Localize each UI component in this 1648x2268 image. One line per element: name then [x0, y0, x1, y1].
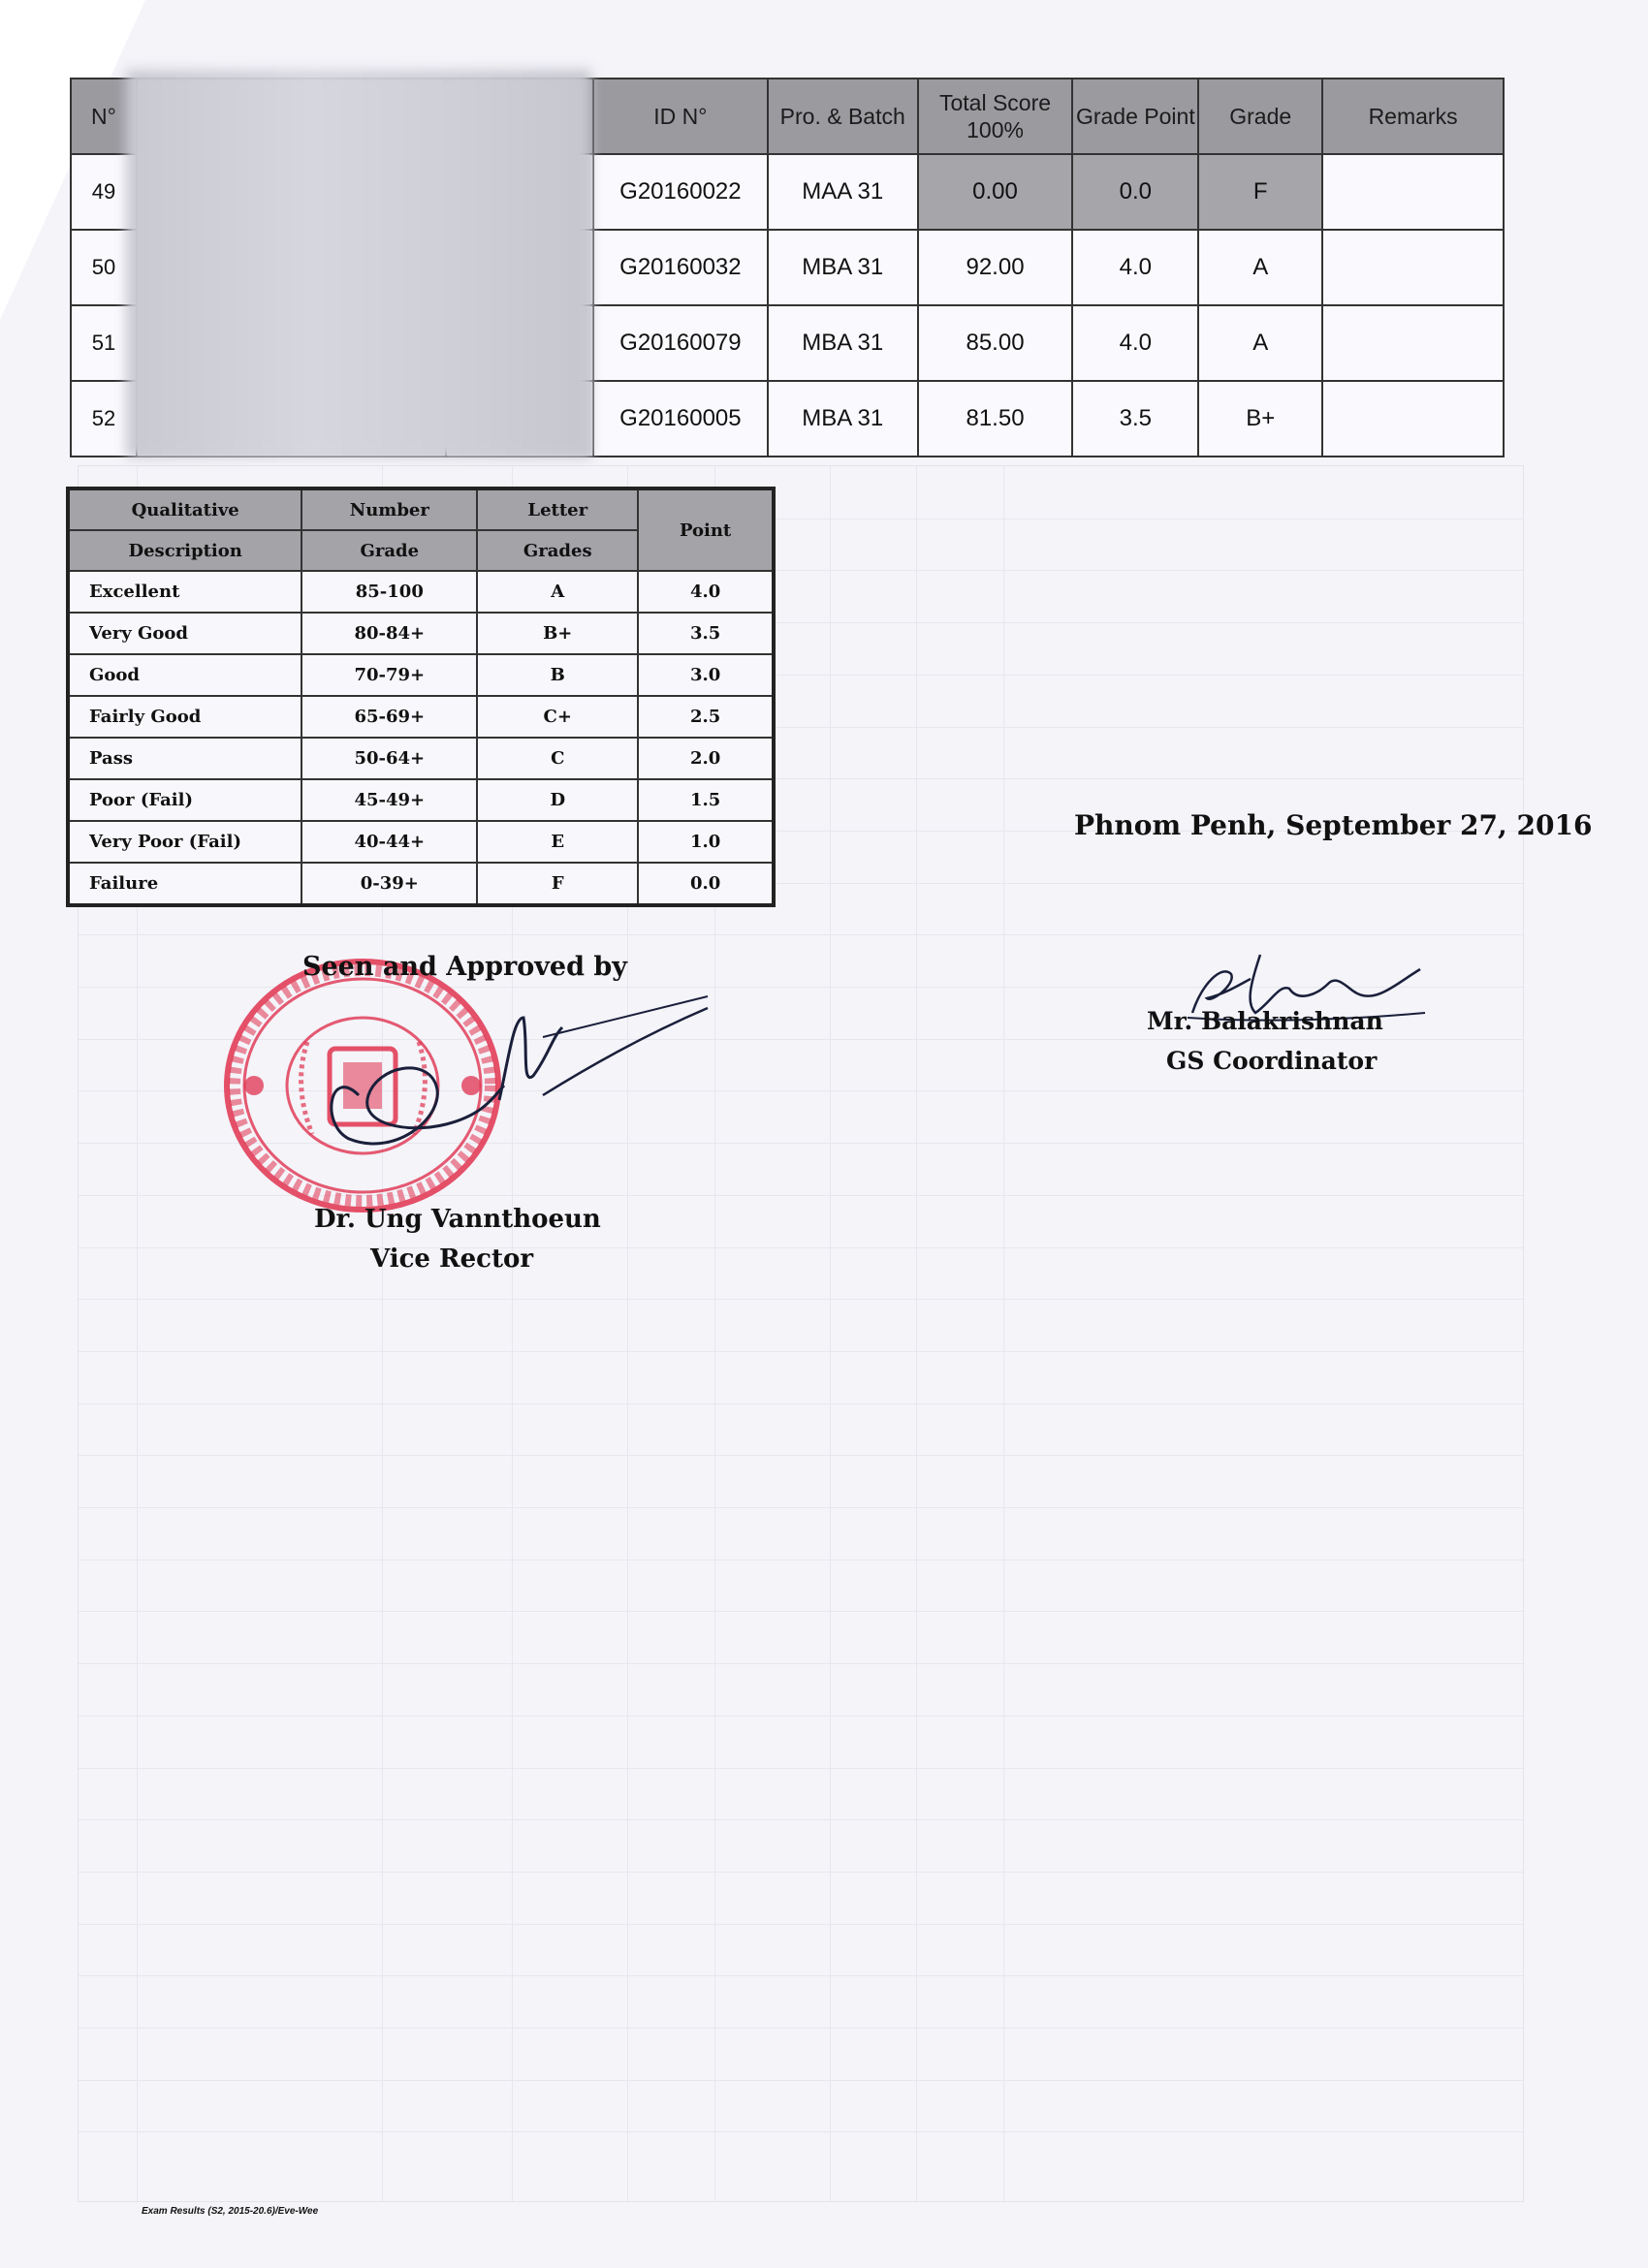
row-number: 49 — [71, 154, 137, 230]
remarks — [1322, 154, 1504, 230]
remarks — [1322, 381, 1504, 457]
student-id: G20160005 — [593, 381, 768, 457]
grade-point: 3.5 — [1072, 381, 1198, 457]
scale-header-point: Point — [638, 488, 774, 571]
vice-rector-title: Vice Rector — [370, 1244, 534, 1274]
scale-point: 1.5 — [638, 779, 774, 821]
row-number: 51 — [71, 305, 137, 381]
total-score: 85.00 — [918, 305, 1073, 381]
col-header-remarks: Remarks — [1322, 79, 1504, 154]
scale-range: 45-49+ — [301, 779, 477, 821]
scale-range: 50-64+ — [301, 738, 477, 779]
scale-header-letter: Letter — [477, 488, 638, 530]
vice-rector-name: Dr. Ung Vannthoeun — [314, 1205, 601, 1234]
scale-point: 0.0 — [638, 863, 774, 905]
remarks — [1322, 305, 1504, 381]
student-id: G20160032 — [593, 230, 768, 305]
scale-row — [68, 738, 774, 779]
scale-letter: F — [477, 863, 638, 905]
scale-row — [68, 779, 774, 821]
total-score: 0.00 — [918, 154, 1073, 230]
scale-range: 0-39+ — [301, 863, 477, 905]
place-and-date: Phnom Penh, September 27, 2016 — [1074, 809, 1593, 841]
scale-description: Pass — [68, 738, 301, 779]
program-batch: MAA 31 — [768, 154, 918, 230]
scale-header-qualitative: Qualitative — [68, 488, 301, 530]
scale-description: Very Poor (Fail) — [68, 821, 301, 863]
scale-letter: C — [477, 738, 638, 779]
scale-row — [68, 613, 774, 654]
scale-letter: A — [477, 571, 638, 613]
program-batch: MBA 31 — [768, 230, 918, 305]
letter-grade: A — [1198, 230, 1322, 305]
scale-letter: B+ — [477, 613, 638, 654]
grade-point: 0.0 — [1072, 154, 1198, 230]
scale-range: 85-100 — [301, 571, 477, 613]
grading-scale-table — [66, 487, 776, 907]
student-id: G20160079 — [593, 305, 768, 381]
scale-description: Poor (Fail) — [68, 779, 301, 821]
scale-description: Very Good — [68, 613, 301, 654]
scale-description: Excellent — [68, 571, 301, 613]
coordinator-title: GS Coordinator — [1166, 1047, 1378, 1075]
col-header-batch: Pro. & Batch — [768, 79, 918, 154]
scale-point: 3.0 — [638, 654, 774, 696]
col-header-grade-point: Grade Point — [1072, 79, 1198, 154]
scale-row — [68, 654, 774, 696]
scale-letter: C+ — [477, 696, 638, 738]
scale-range: 40-44+ — [301, 821, 477, 863]
scale-range: 80-84+ — [301, 613, 477, 654]
row-number: 50 — [71, 230, 137, 305]
scale-header-number: Number — [301, 488, 477, 530]
student-id: G20160022 — [593, 154, 768, 230]
scale-description: Good — [68, 654, 301, 696]
scale-point: 4.0 — [638, 571, 774, 613]
scale-header-grades: Grades — [477, 530, 638, 571]
grade-point: 4.0 — [1072, 305, 1198, 381]
scale-letter: E — [477, 821, 638, 863]
scale-description: Failure — [68, 863, 301, 905]
scale-row — [68, 863, 774, 905]
scale-range: 65-69+ — [301, 696, 477, 738]
grade-point: 4.0 — [1072, 230, 1198, 305]
letter-grade: A — [1198, 305, 1322, 381]
scale-letter: D — [477, 779, 638, 821]
scale-description: Fairly Good — [68, 696, 301, 738]
remarks — [1322, 230, 1504, 305]
total-score: 81.50 — [918, 381, 1073, 457]
col-header-id: ID N° — [593, 79, 768, 154]
letter-grade: B+ — [1198, 381, 1322, 457]
vice-rector-signature — [291, 979, 717, 1173]
scale-point: 3.5 — [638, 613, 774, 654]
program-batch: MBA 31 — [768, 381, 918, 457]
total-score: 92.00 — [918, 230, 1073, 305]
footer-reference: Exam Results (S2, 2015-20.6)/Eve-Wee — [142, 2206, 319, 2217]
coordinator-name: Mr. Balakrishnan — [1147, 1007, 1383, 1035]
scale-range: 70-79+ — [301, 654, 477, 696]
col-header-grade: Grade — [1198, 79, 1322, 154]
scale-header-row-top — [68, 488, 774, 530]
scale-row — [68, 821, 774, 863]
col-header-total-score: Total Score 100% — [918, 79, 1073, 154]
approval-heading: Seen and Approved by — [302, 952, 627, 982]
row-number: 52 — [71, 381, 137, 457]
col-header-no: N° — [71, 79, 137, 154]
scale-point: 2.0 — [638, 738, 774, 779]
scale-header-grade: Grade — [301, 530, 477, 571]
scale-row — [68, 571, 774, 613]
scale-header-description: Description — [68, 530, 301, 571]
scale-point: 1.0 — [638, 821, 774, 863]
program-batch: MBA 31 — [768, 305, 918, 381]
scale-letter: B — [477, 654, 638, 696]
letter-grade: F — [1198, 154, 1322, 230]
scale-point: 2.5 — [638, 696, 774, 738]
redaction-blur — [126, 70, 591, 457]
scale-row — [68, 696, 774, 738]
